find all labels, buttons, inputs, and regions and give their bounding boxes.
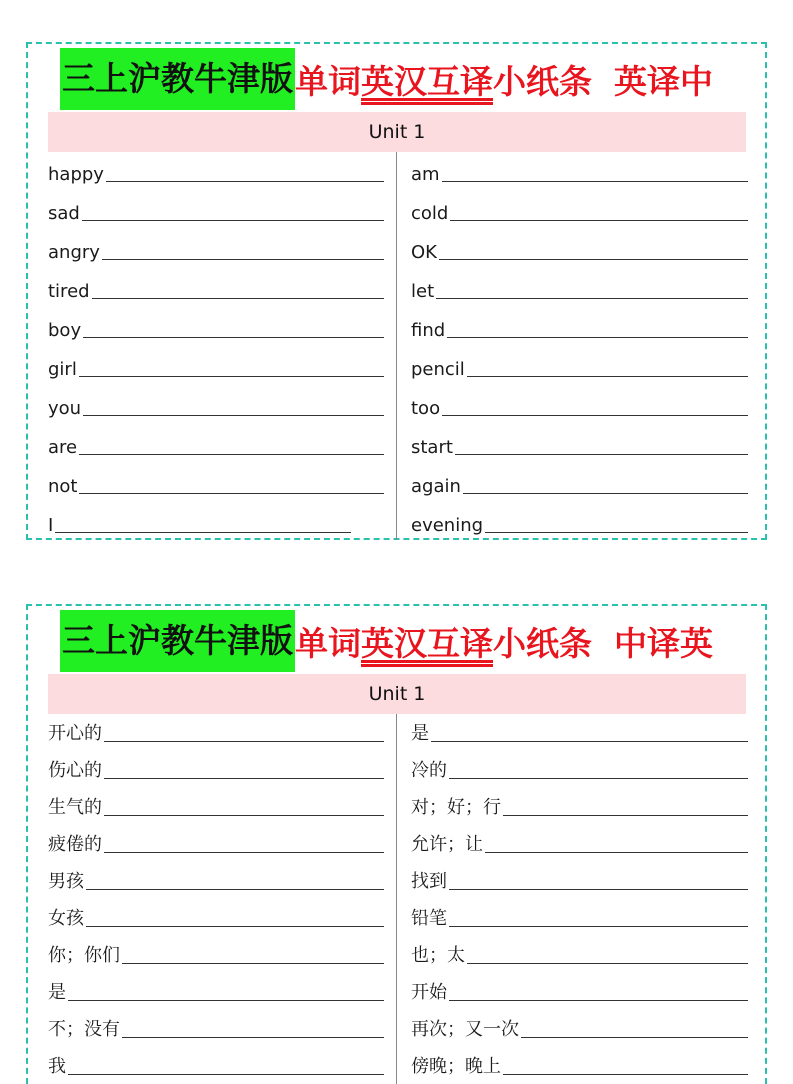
answer-line[interactable] xyxy=(83,414,384,416)
word-label: let xyxy=(411,281,435,302)
word-row xyxy=(48,751,384,788)
word-row xyxy=(48,425,384,464)
word-row xyxy=(48,503,384,542)
word-label: cold xyxy=(411,203,449,224)
answer-line[interactable] xyxy=(92,297,384,299)
word-label: angry xyxy=(48,242,100,263)
word-label: OK xyxy=(411,242,437,263)
word-row xyxy=(48,347,384,386)
answer-line[interactable] xyxy=(79,492,384,494)
answer-line[interactable] xyxy=(122,962,384,964)
answer-line[interactable] xyxy=(503,814,748,816)
word-row xyxy=(48,191,384,230)
answer-line[interactable] xyxy=(442,414,748,416)
answer-line[interactable] xyxy=(450,219,748,221)
word-label: not xyxy=(48,476,78,497)
word-label: 铅笔 xyxy=(411,908,447,929)
word-label: 也；太 xyxy=(411,945,465,966)
word-label: 是 xyxy=(48,982,66,1003)
word-label: 对；好；行 xyxy=(411,797,501,818)
word-label: start xyxy=(411,437,453,458)
answer-line[interactable] xyxy=(86,925,384,927)
word-label: girl xyxy=(48,359,77,380)
title-red xyxy=(295,618,713,665)
answer-line[interactable] xyxy=(436,297,748,299)
word-row xyxy=(48,899,384,936)
answer-line[interactable] xyxy=(467,375,748,377)
word-label: tired xyxy=(48,281,90,302)
answer-line[interactable] xyxy=(485,851,748,853)
word-row xyxy=(411,862,748,899)
title-mode: 中译英 xyxy=(614,623,713,663)
title-highlight: 三上沪教牛津版 xyxy=(60,610,295,672)
answer-line[interactable] xyxy=(79,375,384,377)
word-label: 开心的 xyxy=(48,723,102,744)
answer-line[interactable] xyxy=(449,777,748,779)
title-part2: 小纸条 xyxy=(493,623,592,663)
answer-line[interactable] xyxy=(485,531,748,533)
word-row xyxy=(411,308,748,347)
word-row xyxy=(48,973,384,1010)
word-label: happy xyxy=(48,164,104,185)
word-label: 伤心的 xyxy=(48,760,102,781)
word-label: I xyxy=(48,515,54,536)
word-label: 冷的 xyxy=(411,760,447,781)
answer-line[interactable] xyxy=(503,1073,748,1075)
answer-line[interactable] xyxy=(106,180,384,182)
answer-line[interactable] xyxy=(86,888,384,890)
column-divider xyxy=(396,714,397,1084)
worksheet-card-en-to-cn xyxy=(26,42,767,540)
word-row xyxy=(411,464,748,503)
word-row xyxy=(48,269,384,308)
word-label: 开始 xyxy=(411,982,447,1003)
answer-line[interactable] xyxy=(104,814,384,816)
unit-header: Unit 1 xyxy=(48,112,746,152)
card-title xyxy=(60,50,760,108)
answer-line[interactable] xyxy=(83,336,384,338)
answer-line[interactable] xyxy=(447,336,748,338)
answer-line[interactable] xyxy=(439,258,748,260)
word-label: am xyxy=(411,164,440,185)
word-label: 不；没有 xyxy=(48,1019,120,1040)
word-row xyxy=(411,825,748,862)
word-label: sad xyxy=(48,203,80,224)
word-row xyxy=(411,714,748,751)
word-row xyxy=(48,788,384,825)
word-row xyxy=(411,751,748,788)
word-label: 你；你们 xyxy=(48,945,120,966)
answer-line[interactable] xyxy=(104,740,384,742)
word-row xyxy=(48,825,384,862)
answer-line[interactable] xyxy=(104,777,384,779)
word-row xyxy=(411,1010,748,1047)
word-row xyxy=(411,191,748,230)
word-row xyxy=(48,152,384,191)
title-part1: 单词 xyxy=(295,623,361,663)
word-row xyxy=(411,230,748,269)
title-red xyxy=(295,56,713,103)
word-label: 我 xyxy=(48,1056,66,1077)
word-label: you xyxy=(48,398,82,419)
left-column xyxy=(48,714,384,1084)
word-label: 傍晚；晚上 xyxy=(411,1056,501,1077)
word-row xyxy=(411,973,748,1010)
word-label: evening xyxy=(411,515,484,536)
word-label: pencil xyxy=(411,359,465,380)
word-row xyxy=(411,899,748,936)
answer-line[interactable] xyxy=(449,999,748,1001)
word-row xyxy=(48,308,384,347)
word-row xyxy=(48,1047,384,1084)
unit-header: Unit 1 xyxy=(48,674,746,714)
word-row xyxy=(411,347,748,386)
word-label: find xyxy=(411,320,446,341)
answer-line[interactable] xyxy=(68,1073,384,1075)
title-mode: 英译中 xyxy=(614,61,713,101)
word-row xyxy=(48,464,384,503)
word-row xyxy=(411,503,748,542)
word-label: 生气的 xyxy=(48,797,102,818)
word-label: 找到 xyxy=(411,871,447,892)
answer-line[interactable] xyxy=(449,925,748,927)
word-row xyxy=(411,269,748,308)
answer-line[interactable] xyxy=(521,1036,748,1038)
word-row xyxy=(411,936,748,973)
word-label: too xyxy=(411,398,441,419)
answer-line[interactable] xyxy=(467,962,748,964)
word-row xyxy=(48,936,384,973)
word-row xyxy=(48,230,384,269)
word-row xyxy=(48,714,384,751)
word-label: again xyxy=(411,476,461,497)
word-label: are xyxy=(48,437,78,458)
word-row xyxy=(411,425,748,464)
word-row xyxy=(48,1010,384,1047)
answer-line[interactable] xyxy=(104,851,384,853)
word-label: 是 xyxy=(411,723,429,744)
answer-line[interactable] xyxy=(79,453,384,455)
word-label: 男孩 xyxy=(48,871,84,892)
word-row xyxy=(411,386,748,425)
answer-line[interactable] xyxy=(442,180,748,182)
answer-line[interactable] xyxy=(122,1036,384,1038)
word-row xyxy=(48,386,384,425)
title-underlined: 英汉互译 xyxy=(361,623,493,663)
word-label: boy xyxy=(48,320,82,341)
answer-line[interactable] xyxy=(55,531,351,533)
left-column xyxy=(48,152,384,542)
right-column xyxy=(411,152,748,542)
worksheet-card-cn-to-en xyxy=(26,604,767,1084)
word-row xyxy=(411,788,748,825)
title-part1: 单词 xyxy=(295,61,361,101)
title-part2: 小纸条 xyxy=(493,61,592,101)
title-underlined: 英汉互译 xyxy=(361,61,493,101)
word-row xyxy=(411,1047,748,1084)
column-divider xyxy=(396,152,397,540)
right-column xyxy=(411,714,748,1084)
word-row xyxy=(411,152,748,191)
title-highlight: 三上沪教牛津版 xyxy=(60,48,295,110)
answer-line[interactable] xyxy=(82,219,384,221)
word-label: 允许；让 xyxy=(411,834,483,855)
word-row xyxy=(48,862,384,899)
answer-line[interactable] xyxy=(449,888,748,890)
answer-line[interactable] xyxy=(463,492,748,494)
answer-line[interactable] xyxy=(102,258,384,260)
word-label: 再次；又一次 xyxy=(411,1019,519,1040)
word-label: 女孩 xyxy=(48,908,84,929)
answer-line[interactable] xyxy=(431,740,748,742)
answer-line[interactable] xyxy=(68,999,384,1001)
card-title xyxy=(60,612,760,670)
answer-line[interactable] xyxy=(455,453,748,455)
word-label: 疲倦的 xyxy=(48,834,102,855)
